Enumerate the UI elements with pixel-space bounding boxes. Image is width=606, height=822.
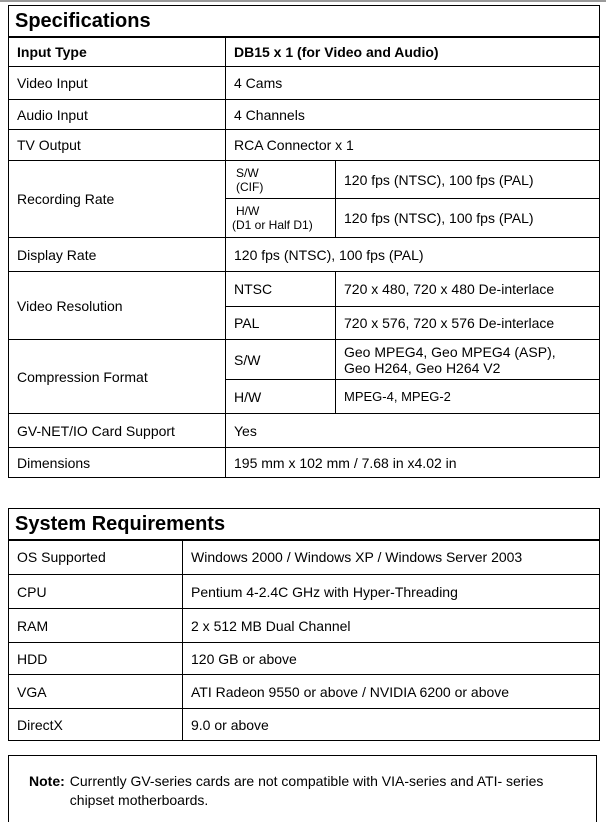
compression-hw-label: H/W: [226, 380, 336, 414]
note-box: [8, 755, 597, 822]
recording-hw-line2: (D1 or Half D1): [232, 218, 313, 232]
row-label: DirectX: [9, 709, 183, 741]
sysreq-row: [9, 609, 600, 643]
spec-row-video-input: [9, 67, 600, 100]
spec-row-card-support: [9, 414, 600, 448]
row-value: 2 x 512 MB Dual Channel: [183, 609, 600, 643]
row-label: GV-NET/IO Card Support: [9, 414, 226, 448]
compression-sw-line2: Geo H264, Geo H264 V2: [344, 359, 501, 376]
row-value: ATI Radeon 9550 or above / NVIDIA 6200 or above: [183, 675, 600, 709]
row-value: RCA Connector x 1: [226, 130, 600, 161]
compression-sw-label: S/W: [226, 340, 336, 380]
note-text: Currently GV-series cards are not compatible with VIA-series and ATI- series chipset motherboards.: [69, 773, 544, 808]
row-label: Audio Input: [9, 100, 226, 130]
spec-row-recording-rate-sw: [9, 161, 600, 199]
row-label: Dimensions: [9, 448, 226, 478]
row-label: Input Type: [9, 37, 226, 67]
system-requirements-table: [8, 508, 600, 741]
spec-row-input-type: [9, 37, 600, 67]
compression-hw-value: MPEG-4, MPEG-2: [336, 380, 600, 414]
row-label: Video Input: [9, 67, 226, 100]
resolution-ntsc-label: NTSC: [226, 272, 336, 307]
row-value: 120 GB or above: [183, 643, 600, 675]
sysreq-row: [9, 643, 600, 675]
specifications-title: Specifications: [9, 6, 600, 37]
row-label: VGA: [9, 675, 183, 709]
row-label: Recording Rate: [9, 161, 226, 238]
recording-sw-value: 120 fps (NTSC), 100 fps (PAL): [336, 161, 600, 199]
note-label: Note:: [29, 773, 65, 789]
spec-row-video-resolution-ntsc: [9, 272, 600, 307]
recording-hw-line1: H/W: [236, 204, 260, 218]
spec-row-dimensions: [9, 448, 600, 478]
spec-row-audio-input: [9, 100, 600, 130]
row-label: OS Supported: [9, 540, 183, 575]
row-label: Video Resolution: [9, 272, 226, 340]
system-requirements-title: System Requirements: [9, 509, 600, 540]
spec-row-compression-sw: [9, 340, 600, 380]
row-label: Compression Format: [9, 340, 226, 414]
resolution-pal-value: 720 x 576, 720 x 576 De-interlace: [336, 307, 600, 340]
row-label: RAM: [9, 609, 183, 643]
compression-sw-line1: Geo MPEG4, Geo MPEG4 (ASP),: [344, 343, 556, 360]
recording-sw-line1: S/W: [236, 165, 259, 180]
sysreq-row: [9, 540, 600, 575]
sysreq-row: [9, 575, 600, 609]
recording-hw-value: 120 fps (NTSC), 100 fps (PAL): [336, 199, 600, 238]
row-value: 4 Cams: [226, 67, 600, 100]
row-value: DB15 x 1 (for Video and Audio): [226, 37, 600, 67]
spec-row-tv-output: [9, 130, 600, 161]
row-value: Windows 2000 / Windows XP / Windows Server 2003: [183, 540, 600, 575]
row-label: TV Output: [9, 130, 226, 161]
row-value: Pentium 4-2.4C GHz with Hyper-Threading: [183, 575, 600, 609]
row-value: 120 fps (NTSC), 100 fps (PAL): [226, 238, 600, 272]
spec-row-display-rate: [9, 238, 600, 272]
row-label: CPU: [9, 575, 183, 609]
row-label: HDD: [9, 643, 183, 675]
compression-sw-value: [336, 340, 600, 380]
row-label: Display Rate: [9, 238, 226, 272]
sysreq-row: [9, 675, 600, 709]
row-value: 9.0 or above: [183, 709, 600, 741]
recording-sw-line2: (CIF): [236, 179, 264, 194]
recording-hw-label: [226, 199, 336, 238]
specifications-table: [8, 5, 600, 478]
top-rule: [0, 0, 606, 2]
resolution-ntsc-value: 720 x 480, 720 x 480 De-interlace: [336, 272, 600, 307]
row-value: 195 mm x 102 mm / 7.68 in x4.02 in: [226, 448, 600, 478]
recording-sw-label: [226, 161, 336, 199]
row-value: 4 Channels: [226, 100, 600, 130]
resolution-pal-label: PAL: [226, 307, 336, 340]
sysreq-row: [9, 709, 600, 741]
row-value: Yes: [226, 414, 600, 448]
